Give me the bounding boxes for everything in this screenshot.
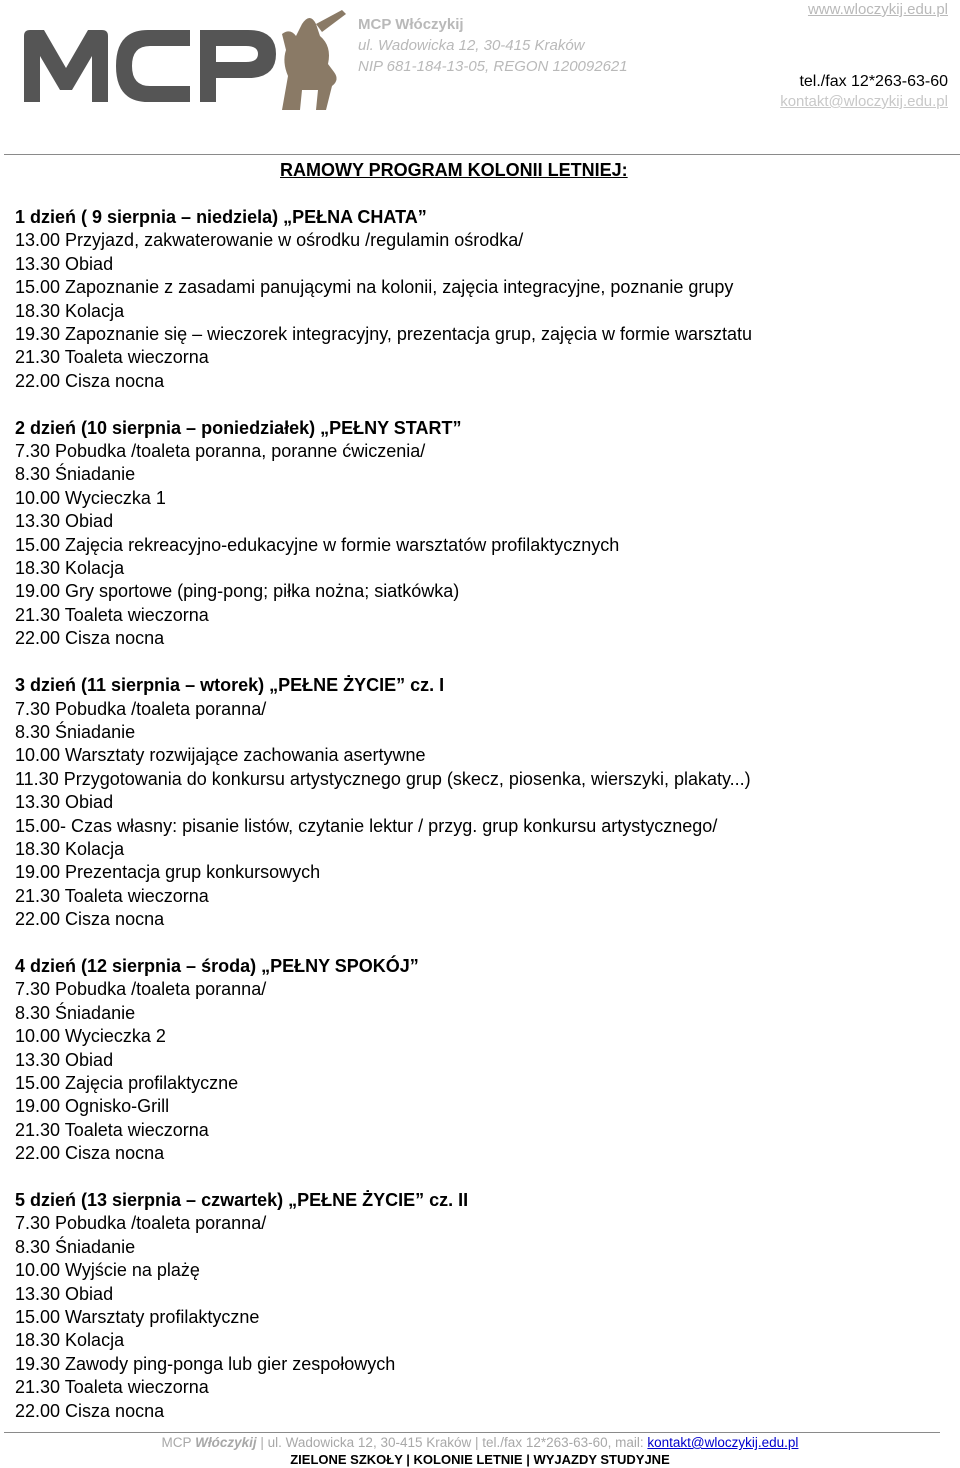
schedule-entry: 22.00 Cisza nocna — [15, 1400, 165, 1421]
footer-address: ul. Wadowicka 12, 30-415 Kraków — [267, 1435, 472, 1450]
schedule-entry: 10.00 Warsztaty rozwijające zachowania asertywne — [15, 745, 426, 766]
footer-phone: tel./fax 12*263-63-60, mail: — [482, 1435, 644, 1450]
schedule-entry: 15.00 Zajęcia profilaktyczne — [15, 1072, 239, 1093]
schedule-entry: 15.00 Zajęcia rekreacyjno-edukacyjne w formie warsztatów profilaktycznych — [15, 534, 620, 555]
company-name: MCP Włóczykij — [358, 16, 464, 33]
day-title: 1 dzień ( 9 sierpnia – niedziela) „PEŁNA CHATA” — [15, 207, 427, 227]
footer-brand-name: Włóczykij — [195, 1435, 257, 1450]
day-section — [15, 206, 945, 393]
document-title: RAMOWY PROGRAM KOLONII LETNIEJ: — [280, 160, 628, 180]
website-link[interactable]: www.wloczykij.edu.pl — [807, 1, 948, 18]
schedule-entry: 10.00 Wycieczka 2 — [15, 1026, 166, 1047]
email-link[interactable]: kontakt@wloczykij.edu.pl — [780, 93, 948, 110]
page-header — [0, 0, 960, 156]
schedule-entry: 21.30 Toaleta wieczorna — [15, 604, 209, 625]
day-title: 5 dzień (13 sierpnia – czwartek) „PEŁNE ŻYCIE” cz. II — [15, 1190, 469, 1210]
schedule-entry: 8.30 Śniadanie — [15, 721, 136, 742]
schedule-entry: 8.30 Śniadanie — [15, 1236, 136, 1257]
day-section — [15, 955, 945, 1166]
schedule-entry: 10.00 Wycieczka 1 — [15, 487, 166, 508]
day-section — [15, 674, 945, 931]
schedule-entry: 13.30 Obiad — [15, 1283, 114, 1304]
footer-tagline: ZIELONE SZKOŁY | KOLONIE LETNIE | WYJAZDY STUDYJNE — [290, 1452, 670, 1467]
schedule-entry: 21.30 Toaleta wieczorna — [15, 347, 209, 368]
day-title: 3 dzień (11 sierpnia – wtorek) „PEŁNE ŻYCIE” cz. I — [15, 675, 445, 696]
schedule-entry: 18.30 Kolacja — [15, 300, 125, 321]
schedule-entry: 8.30 Śniadanie — [15, 1002, 136, 1023]
schedule-entry: 7.30 Pobudka /toaleta poranna, poranne ćwiczenia/ — [15, 441, 426, 462]
schedule-entry: 13.30 Obiad — [15, 253, 114, 274]
mcp-logo — [20, 6, 350, 118]
phone-number: tel./fax 12*263-63-60 — [799, 73, 948, 90]
schedule-entry: 19.30 Zawody ping-ponga lub gier zespołowych — [15, 1353, 396, 1374]
schedule-entry: 19.00 Ognisko-Grill — [15, 1096, 170, 1117]
footer-divider — [4, 1432, 940, 1433]
schedule-entry: 22.00 Cisza nocna — [15, 1143, 165, 1164]
schedule-entry: 21.30 Toaleta wieczorna — [15, 885, 209, 906]
schedule-entry: 22.00 Cisza nocna — [15, 628, 165, 649]
company-info — [358, 14, 628, 77]
schedule-entry: 21.30 Toaleta wieczorna — [15, 1119, 209, 1140]
day-title: 2 dzień (10 sierpnia – poniedziałek) „PEŁNY START” — [15, 417, 462, 438]
header-divider — [4, 154, 960, 155]
schedule-entry: 21.30 Toaleta wieczorna — [15, 1377, 209, 1398]
header-contact — [780, 0, 948, 112]
footer-separator: | — [475, 1435, 479, 1450]
footer-brand: MCP — [161, 1435, 192, 1450]
schedule-entry: 7.30 Pobudka /toaleta poranna/ — [15, 979, 267, 1000]
schedule-entry: 13.30 Obiad — [15, 1049, 114, 1070]
schedule-entry: 15.00- Czas własny: pisanie listów, czytanie lektur / przyg. grup konkursu artystycznego/ — [15, 815, 718, 836]
day-title: 4 dzień (12 sierpnia – środa) „PEŁNY SPOKÓJ” — [15, 955, 419, 976]
day-section — [15, 1189, 945, 1423]
schedule-entry: 15.00 Warsztaty profilaktyczne — [15, 1307, 260, 1328]
schedule-entry: 18.30 Kolacja — [15, 558, 125, 579]
schedule-entry: 13.00 Przyjazd, zakwaterowanie w ośrodku /regulamin ośrodka/ — [15, 230, 524, 251]
program-list — [15, 206, 945, 1446]
footer-email-link[interactable]: kontakt@wloczykij.edu.pl — [647, 1435, 799, 1450]
schedule-entry: 22.00 Cisza nocna — [15, 909, 165, 930]
schedule-entry: 8.30 Śniadanie — [15, 464, 136, 485]
schedule-entry: 7.30 Pobudka /toaleta poranna/ — [15, 698, 267, 719]
schedule-entry: 10.00 Wyjście na plażę — [15, 1260, 200, 1281]
footer-separator: | — [260, 1435, 264, 1450]
schedule-entry: 22.00 Cisza nocna — [15, 370, 165, 391]
schedule-entry: 19.00 Prezentacja grup konkursowych — [15, 862, 321, 883]
schedule-entry: 19.00 Gry sportowe (ping-pong; piłka nożna; siatkówka) — [15, 581, 460, 602]
schedule-entry: 19.30 Zapoznanie się – wieczorek integracyjny, prezentacja grup, zajęcia w formie warsztatu — [15, 324, 753, 345]
schedule-entry: 15.00 Zapoznanie z zasadami panującymi na kolonii, zajęcia integracyjne, poznanie grupy — [15, 277, 734, 298]
schedule-entry: 7.30 Pobudka /toaleta poranna/ — [15, 1213, 267, 1234]
schedule-entry: 13.30 Obiad — [15, 792, 114, 813]
schedule-entry: 18.30 Kolacja — [15, 838, 125, 859]
schedule-entry: 13.30 Obiad — [15, 511, 114, 532]
schedule-entry: 11.30 Przygotowania do konkursu artystycznego grup (skecz, piosenka, wierszyki, plakaty...) — [15, 768, 751, 789]
company-address: ul. Wadowicka 12, 30-415 Kraków — [358, 37, 585, 54]
day-section — [15, 417, 945, 651]
schedule-entry: 18.30 Kolacja — [15, 1330, 125, 1351]
footer-contact — [0, 1435, 960, 1450]
company-nip-regon: NIP 681-184-13-05, REGON 120092621 — [358, 58, 628, 75]
